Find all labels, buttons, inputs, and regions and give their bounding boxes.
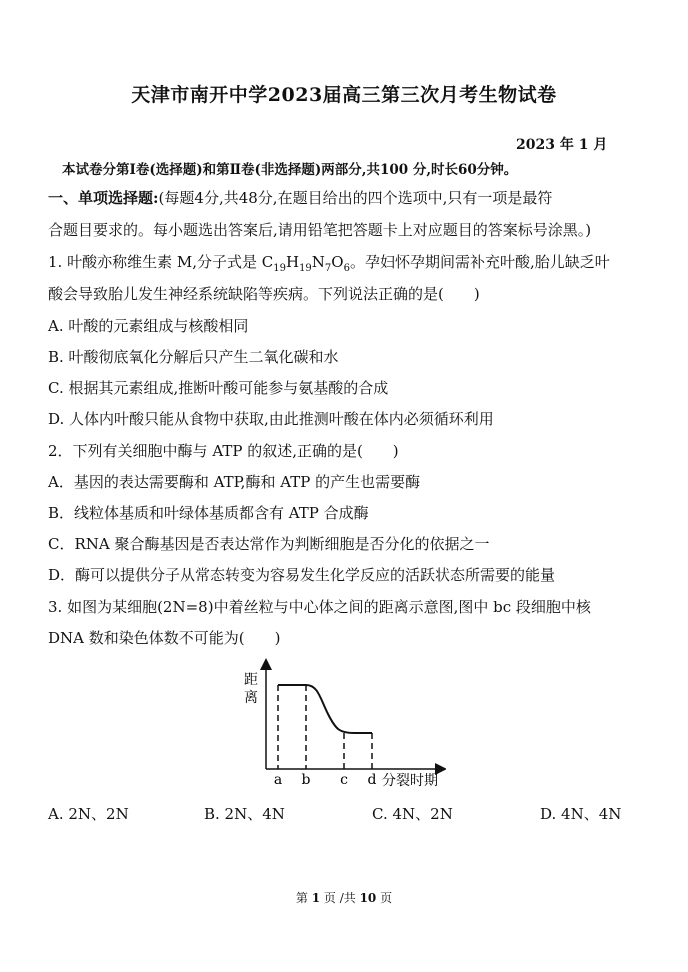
q3-option-c: C. 4N、2N — [372, 805, 453, 823]
q1-text: 1. 叶酸亦称维生素 M,分子式是 C — [48, 253, 274, 271]
q1-text: 。孕妇怀孕期间需补充叶酸,胎儿缺乏叶 — [349, 253, 610, 271]
point-c-label: c — [340, 772, 348, 788]
q1-sub: 19 — [273, 263, 286, 274]
exam-date: 2023 年 1 月 — [516, 137, 608, 153]
q1-el: O — [331, 253, 344, 271]
section-intro-line2: 合题目要求的。每小题选出答案后,请用铅笔把答题卡上对应题目的答案标号涂黑。) — [48, 221, 592, 239]
q1-el: N — [311, 253, 325, 271]
x-axis-label: 分裂时期 — [382, 773, 438, 789]
footer-text: 第 — [295, 891, 312, 905]
q1-stem-line1 — [48, 252, 610, 279]
q3-stem-line1: 3. 如图为某细胞(2N=8)中着丝粒与中心体之间的距离示意图,图中 bc 段细胞中核 — [48, 598, 591, 616]
q1-stem-line2: 酸会导致胎儿发生神经系统缺陷等疾病。下列说法正确的是( ) — [48, 285, 480, 303]
section-heading: 一、单项选择题: — [48, 189, 159, 207]
section-intro-line1 — [48, 188, 552, 208]
page-title: 天津市南开中学2023届高三第三次月考生物试卷 — [131, 84, 557, 106]
point-b-label: b — [301, 772, 311, 788]
q1-option-c: C. 根据其元素组成,推断叶酸可能参与氨基酸的合成 — [48, 379, 389, 397]
point-a-label: a — [273, 772, 283, 788]
distance-diagram — [236, 656, 446, 792]
q2-stem: 2．下列有关细胞中酶与 ATP 的叙述,正确的是( ) — [48, 442, 399, 460]
q3-option-d: D. 4N、4N — [540, 805, 622, 823]
point-d-label: d — [367, 772, 377, 788]
q1-option-d: D. 人体内叶酸只能从食物中获取,由此推测叶酸在体内必须循环利用 — [48, 410, 494, 428]
q1-el: H — [285, 253, 300, 271]
q3-option-a: A. 2N、2N — [48, 805, 129, 823]
q2-option-a: A．基因的表达需要酶和 ATP,酶和 ATP 的产生也需要酶 — [48, 473, 421, 491]
q1-sub: 7 — [324, 263, 332, 274]
q3-stem-line2: DNA 数和染色体数不可能为( ) — [48, 629, 281, 647]
y-label-char1: 距 — [244, 672, 258, 688]
q1-sub: 19 — [299, 263, 312, 274]
q2-option-b: B．线粒体基质和叶绿体基质都含有 ATP 合成酶 — [48, 504, 369, 522]
q1-option-a: A. 叶酸的元素组成与核酸相同 — [48, 317, 249, 335]
exam-note: 本试卷分第Ⅰ卷(选择题)和第Ⅱ卷(非选择题)两部分,共100 分,时长60分钟。 — [62, 162, 518, 178]
q1-sub: 6 — [343, 263, 350, 274]
y-label-char2: 离 — [244, 690, 258, 706]
q2-option-c: C．RNA 聚合酶基因是否表达常作为判断细胞是否分化的依据之一 — [48, 535, 490, 553]
section-intro-text: (每题4分,共48分,在题目给出的四个选项中,只有一项是最符 — [158, 189, 553, 207]
page-footer — [0, 889, 688, 906]
q3-option-b: B. 2N、4N — [204, 805, 285, 823]
footer-text: 页 /共 — [320, 891, 360, 905]
footer-text: 页 — [376, 891, 393, 905]
footer-page-number: 1 — [311, 891, 321, 905]
q2-option-d: D．酶可以提供分子从常态转变为容易发生化学反应的活跃状态所需要的能量 — [48, 566, 556, 584]
footer-total-pages: 10 — [359, 891, 377, 905]
q1-option-b: B. 叶酸彻底氧化分解后只产生二氧化碳和水 — [48, 348, 339, 366]
distance-curve — [278, 685, 372, 733]
